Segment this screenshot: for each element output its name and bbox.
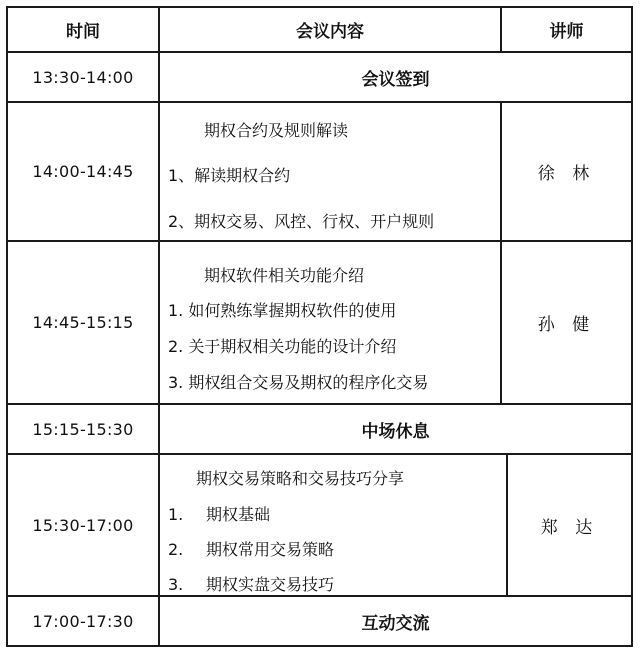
item-number: 2. bbox=[168, 540, 184, 559]
row-time: 14:45-15:15 bbox=[32, 313, 134, 332]
session-item bbox=[168, 502, 270, 525]
row-time: 17:00-17:30 bbox=[32, 611, 134, 631]
session-span-label: 互动交流 bbox=[361, 613, 430, 634]
header-speaker: 讲师 bbox=[549, 22, 584, 42]
item-text: 期权实盘交易技巧 bbox=[206, 575, 335, 594]
session-item: 1. 如何熟练掌握期权软件的使用 bbox=[168, 301, 397, 320]
row-time: 13:30-14:00 bbox=[32, 67, 134, 87]
header-time: 时间 bbox=[66, 22, 100, 42]
session-title: 期权交易策略和交易技巧分享 bbox=[196, 469, 405, 488]
session-item bbox=[168, 537, 334, 560]
speaker-name: 郑 达 bbox=[540, 517, 599, 538]
row-time: 14:00-14:45 bbox=[32, 162, 134, 181]
session-title: 期权软件相关功能介绍 bbox=[204, 266, 365, 285]
item-text: 期权基础 bbox=[206, 505, 271, 524]
speaker-name: 孙 健 bbox=[537, 315, 596, 335]
session-item: 1、解读期权合约 bbox=[168, 166, 291, 185]
row-time: 15:30-17:00 bbox=[32, 515, 134, 535]
row-time: 15:15-15:30 bbox=[32, 419, 134, 439]
header-content: 会议内容 bbox=[296, 22, 364, 42]
item-number: 1. bbox=[168, 505, 184, 524]
session-item: 2、期权交易、风控、行权、开户规则 bbox=[168, 212, 435, 231]
session-item bbox=[168, 572, 334, 595]
session-span-label: 中场休息 bbox=[361, 421, 430, 442]
item-number: 3. bbox=[168, 575, 184, 594]
speaker-name: 徐 林 bbox=[537, 164, 596, 184]
session-title: 期权合约及规则解读 bbox=[204, 121, 349, 140]
session-item: 2. 关于期权相关功能的设计介绍 bbox=[168, 337, 397, 356]
item-text: 期权常用交易策略 bbox=[206, 540, 335, 559]
session-item: 3. 期权组合交易及期权的程序化交易 bbox=[168, 373, 429, 392]
session-span-label: 会议签到 bbox=[361, 69, 430, 90]
